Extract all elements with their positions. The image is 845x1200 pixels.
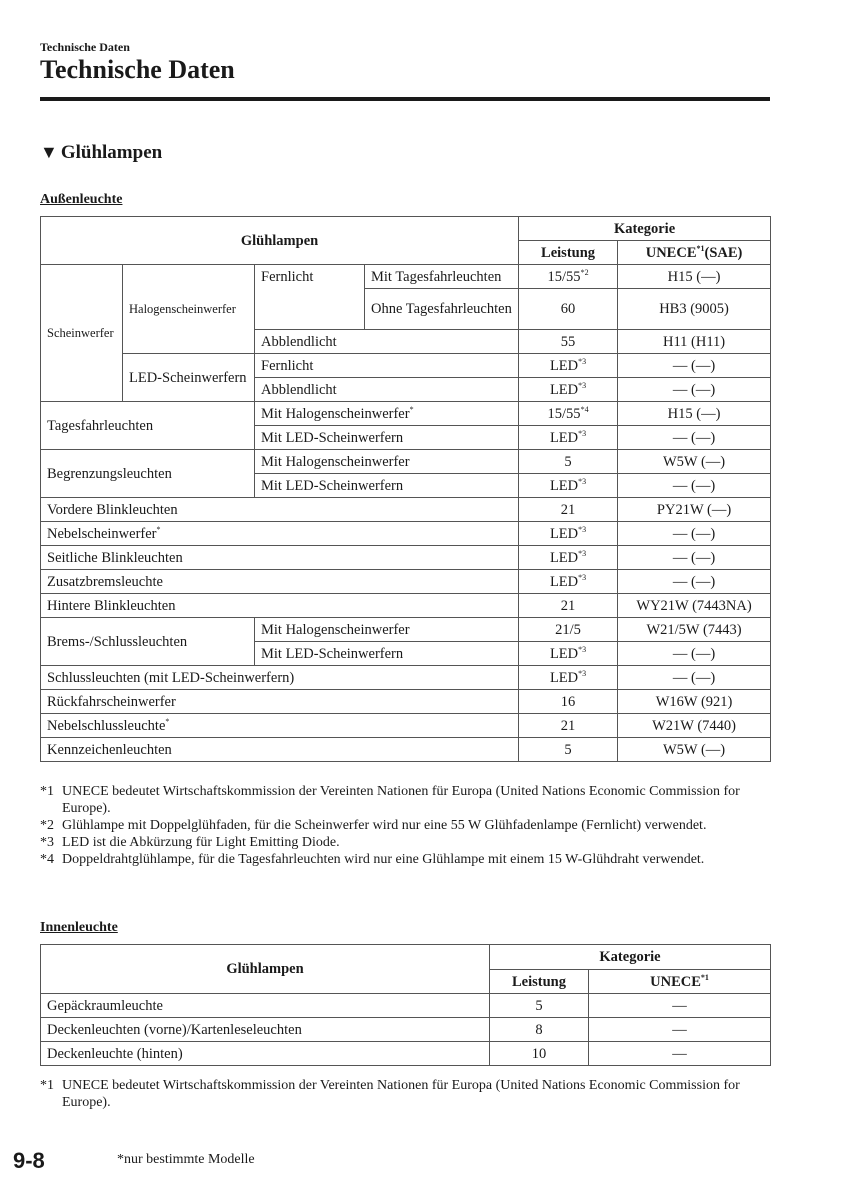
- page-title: Technische Daten: [40, 55, 235, 84]
- footnote-ref: *1: [696, 243, 705, 253]
- running-head: Technische Daten: [40, 40, 130, 54]
- power-cell: 55: [519, 330, 618, 354]
- with-halogen: Mit Halogenscheinwerfer*: [255, 402, 519, 426]
- footnote: *3 LED ist die Abkürzung für Light Emitting Diode.: [40, 835, 340, 850]
- power-cell: LED$^{*3}$: [519, 666, 618, 690]
- unece-cell: W5W (—): [618, 450, 771, 474]
- unece-cell: H15 (—): [618, 402, 771, 426]
- header-category: Kategorie: [519, 217, 771, 241]
- unece-cell: — (—): [618, 642, 771, 666]
- rear-turn: Hintere Blinkleuchten: [41, 594, 519, 618]
- with-led: Mit LED-Scheinwerfern: [255, 474, 519, 498]
- power-cell: 21: [519, 714, 618, 738]
- section-title: [40, 142, 162, 164]
- unece-cell: — (—): [618, 666, 771, 690]
- table-row: [41, 1018, 771, 1042]
- with-drl: Mit Tagesfahrleuchten: [365, 265, 519, 289]
- header-bulbs: Glühlampen: [41, 217, 519, 265]
- lamp-name: Gepäckraumleuchte: [41, 994, 490, 1018]
- power-cell: LED$^{*3}$: [519, 426, 618, 450]
- power-cell: LED$^{*3}$: [519, 570, 618, 594]
- led-headlights: LED-Scheinwerfern: [123, 354, 255, 402]
- without-drl: Ohne Tagesfahrleuchten: [365, 289, 519, 330]
- power-cell: LED$^{*3}$: [519, 354, 618, 378]
- header-bulbs: Glühlampen: [41, 945, 490, 994]
- power-cell: LED$^{*3}$: [519, 378, 618, 402]
- power-cell: 15/55$^{*4}$: [519, 402, 618, 426]
- unece-cell: — (—): [618, 570, 771, 594]
- page-number: 9-8: [13, 1148, 45, 1173]
- unece-cell: H15 (—): [618, 265, 771, 289]
- with-led: Mit LED-Scheinwerfern: [255, 426, 519, 450]
- unece-cell: W16W (921): [618, 690, 771, 714]
- unece-cell: — (—): [618, 354, 771, 378]
- position-lights: Begrenzungsleuchten: [41, 450, 255, 498]
- halogen-headlight: Halogenscheinwerfer: [123, 265, 255, 354]
- unece-cell: —: [589, 1042, 771, 1066]
- exterior-heading: Außenleuchte: [40, 192, 123, 207]
- interior-heading: Innenleuchte: [40, 920, 118, 935]
- unece-cell: —: [589, 1018, 771, 1042]
- unece-cell: — (—): [618, 378, 771, 402]
- led-highbeam: Fernlicht: [255, 354, 519, 378]
- power-cell: 15/55$^{*2}$: [519, 265, 618, 289]
- unece-cell: HB3 (9005): [618, 289, 771, 330]
- fog-light: Nebelscheinwerfer*: [41, 522, 519, 546]
- power-cell: 8: [490, 1018, 589, 1042]
- reverse-light: Rückfahrscheinwerfer: [41, 690, 519, 714]
- unece-cell: W21W (7440): [618, 714, 771, 738]
- unece-cell: — (—): [618, 522, 771, 546]
- lamp-name: Deckenleuchten (vorne)/Kartenleseleuchten: [41, 1018, 490, 1042]
- footer-note: *nur bestimmte Modelle: [117, 1152, 255, 1167]
- footnote: *4 Doppeldrahtglühlampe, für die Tagesfahrleuchten wird nur eine Glühlampe mit einem 15 W-Glühdraht verwendet.: [40, 852, 705, 867]
- power-cell: 60: [519, 289, 618, 330]
- power-cell: 21: [519, 594, 618, 618]
- unece-cell: PY21W (—): [618, 498, 771, 522]
- extra-brake: Zusatzbremsleuchte: [41, 570, 519, 594]
- power-cell: 5: [519, 450, 618, 474]
- unece-cell: WY21W (7443NA): [618, 594, 771, 618]
- front-turn: Vordere Blinkleuchten: [41, 498, 519, 522]
- section-title-text: Glühlampen: [60, 142, 163, 163]
- power-cell: LED$^{*3}$: [519, 546, 618, 570]
- header-power: Leistung: [519, 241, 618, 265]
- unece-cell: W5W (—): [618, 738, 771, 762]
- with-halogen: Mit Halogenscheinwerfer: [255, 450, 519, 474]
- power-cell: 21/5: [519, 618, 618, 642]
- power-cell: LED$^{*3}$: [519, 474, 618, 498]
- exterior-notes: [40, 783, 770, 868]
- with-led: Mit LED-Scheinwerfern: [255, 642, 519, 666]
- power-cell: LED$^{*3}$: [519, 642, 618, 666]
- interior-notes: [40, 1077, 770, 1111]
- table-row: [41, 1042, 771, 1066]
- drl: Tagesfahrleuchten: [41, 402, 255, 450]
- lowbeam: Abblendlicht: [255, 330, 519, 354]
- unece-cell: H11 (H11): [618, 330, 771, 354]
- header-unece: UNECE$^{*1}$: [589, 970, 771, 994]
- brake-tail: Brems-/Schlussleuchten: [41, 618, 255, 666]
- power-cell: 5: [519, 738, 618, 762]
- unece-cell: W21/5W (7443): [618, 618, 771, 642]
- side-turn: Seitliche Blinkleuchten: [41, 546, 519, 570]
- group-headlights: Scheinwerfer: [41, 265, 123, 402]
- power-cell: 16: [519, 690, 618, 714]
- header-unece: [618, 241, 771, 265]
- header-category: Kategorie: [490, 945, 771, 970]
- unece-cell: — (—): [618, 474, 771, 498]
- footnote: *2 Glühlampe mit Doppelglühfaden, für die Scheinwerfer wird nur eine 55 W Glühfadenlampe (Fernlicht) verwendet.: [40, 818, 707, 833]
- unece-cell: — (—): [618, 426, 771, 450]
- power-cell: LED$^{*3}$: [519, 522, 618, 546]
- unece-label: UNECE: [645, 244, 697, 261]
- led-lowbeam: Abblendlicht: [255, 378, 519, 402]
- power-cell: 5: [490, 994, 589, 1018]
- footnote: *1 UNECE bedeutet Wirtschaftskommission der Vereinten Nationen für Europa (United Nations Economic Commission for Europe).: [40, 1078, 740, 1110]
- power-cell: 10: [490, 1042, 589, 1066]
- with-halogen: Mit Halogenscheinwerfer: [255, 618, 519, 642]
- footnote: *1 UNECE bedeutet Wirtschaftskommission der Vereinten Nationen für Europa (United Nations Economic Commission for Europe).: [40, 784, 740, 816]
- exterior-table: [40, 216, 771, 762]
- power-cell: 21: [519, 498, 618, 522]
- unece-cell: —: [589, 994, 771, 1018]
- interior-table: [40, 944, 771, 1066]
- header-power: Leistung: [490, 970, 589, 994]
- unece-cell: — (—): [618, 546, 771, 570]
- plate-light: Kennzeichenleuchten: [41, 738, 519, 762]
- highbeam: Fernlicht: [255, 265, 365, 330]
- tail-led: Schlussleuchten (mit LED-Scheinwerfern): [41, 666, 519, 690]
- rear-fog: Nebelschlussleuchte*: [41, 714, 519, 738]
- sae-label: (SAE): [704, 244, 743, 261]
- triangle-down-icon: ▼: [40, 142, 58, 162]
- table-row: [41, 994, 771, 1018]
- title-rule: [40, 97, 770, 101]
- lamp-name: Deckenleuchte (hinten): [41, 1042, 490, 1066]
